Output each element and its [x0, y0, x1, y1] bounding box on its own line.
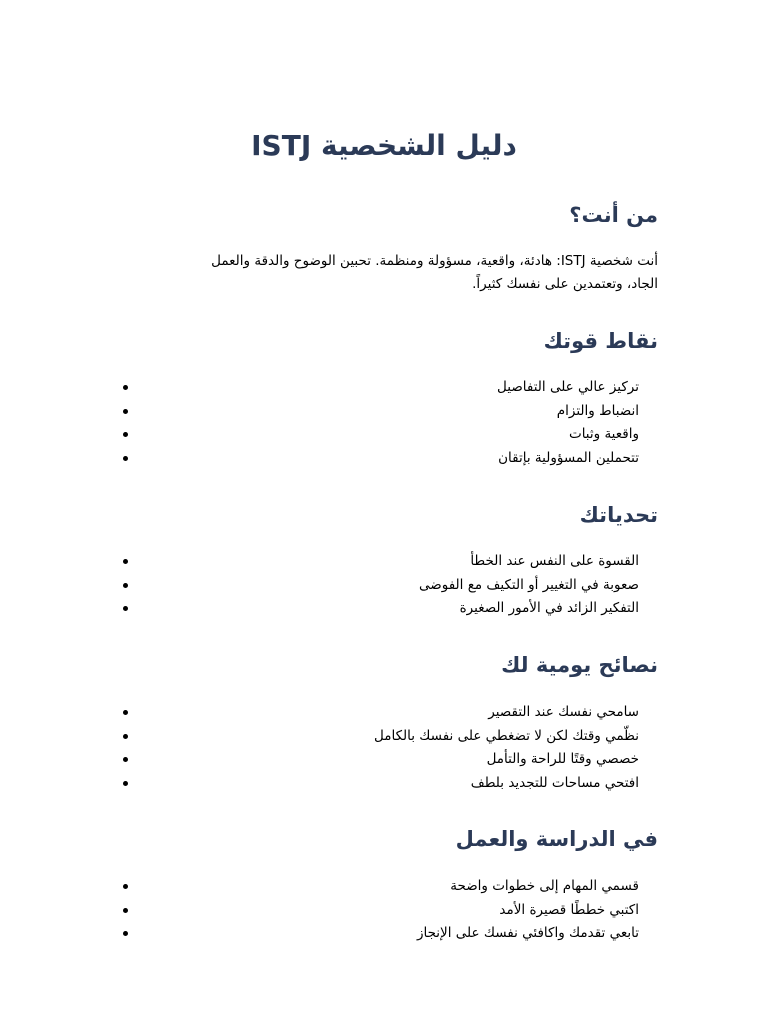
list-item-text: واقعية وثبات: [568, 426, 639, 442]
list-item-text: انضباط والتزام: [556, 402, 639, 419]
list-item: [0, 701, 768, 725]
list-item-text: صعوبة في التغيير أو التكيف مع الفوضى: [419, 576, 639, 593]
bullet-icon: [123, 757, 128, 762]
section-heading-challenges: تحدياتك: [579, 503, 658, 527]
list-item-text: قسمي المهام إلى خطوات واضحة: [450, 878, 639, 894]
challenges-list: [0, 550, 768, 621]
section-heading-who-are-you: من أنت؟: [569, 203, 658, 227]
list-item: [0, 725, 768, 749]
bullet-icon: [123, 606, 128, 611]
list-item-text: القسوة على النفس عند الخطأ: [470, 553, 639, 569]
list-item-text: نظّمي وقتك لكن لا تضغطي على نفسك بالكامل: [374, 727, 639, 744]
list-item: [0, 597, 768, 621]
section-heading-study-and-work: في الدراسة والعمل: [455, 827, 658, 851]
bullet-icon: [123, 559, 128, 564]
list-item: [0, 400, 768, 424]
bullet-icon: [123, 409, 128, 414]
list-item: [0, 875, 768, 899]
list-item-text: خصصي وقتًا للراحة والتأمل: [486, 751, 639, 767]
strengths-list: [0, 376, 768, 470]
document-title: دليل الشخصية ISTJ: [251, 129, 517, 162]
list-item-text: التفكير الزائد في الأمور الصغيرة: [459, 600, 639, 616]
bullet-icon: [123, 931, 128, 936]
list-item: [0, 423, 768, 447]
list-item: [0, 447, 768, 471]
list-item-text: سامحي نفسك عند التقصير: [488, 704, 639, 720]
bullet-icon: [123, 908, 128, 913]
list-item: [0, 922, 768, 946]
list-item-text: تابعي تقدمك واكافئي نفسك على الإنجاز: [416, 925, 639, 941]
bullet-icon: [123, 385, 128, 390]
section-heading-daily-tips: نصائح يومية لك: [501, 653, 658, 677]
intro-paragraph-line: أنت شخصية ISTJ: هادئة، واقعية، مسؤولة ومنظمة. تحبين الوضوح والدقة والعمل: [211, 253, 658, 269]
list-item: [0, 772, 768, 796]
bullet-icon: [123, 734, 128, 739]
intro-paragraph-line: الجاد، وتعتمدين على نفسك كثيراً.: [472, 276, 658, 292]
list-item: [0, 550, 768, 574]
list-item: [0, 574, 768, 598]
list-item-text: تركيز عالي على التفاصيل: [497, 379, 639, 395]
list-item-text: اكتبي خططًا قصيرة الأمد: [499, 901, 639, 918]
bullet-icon: [123, 432, 128, 437]
study-work-list: [0, 875, 768, 946]
section-heading-strengths: نقاط قوتك: [543, 329, 658, 353]
list-item: [0, 899, 768, 923]
bullet-icon: [123, 583, 128, 588]
bullet-icon: [123, 884, 128, 889]
list-item-text: افتحي مساحات للتجديد بلطف: [470, 774, 639, 791]
list-item: [0, 376, 768, 400]
bullet-icon: [123, 781, 128, 786]
daily-tips-list: [0, 701, 768, 795]
bullet-icon: [123, 456, 128, 461]
bullet-icon: [123, 710, 128, 715]
intro-paragraph: [128, 250, 658, 296]
list-item-text: تتحملين المسؤولية بإتقان: [498, 449, 639, 466]
list-item: [0, 748, 768, 772]
